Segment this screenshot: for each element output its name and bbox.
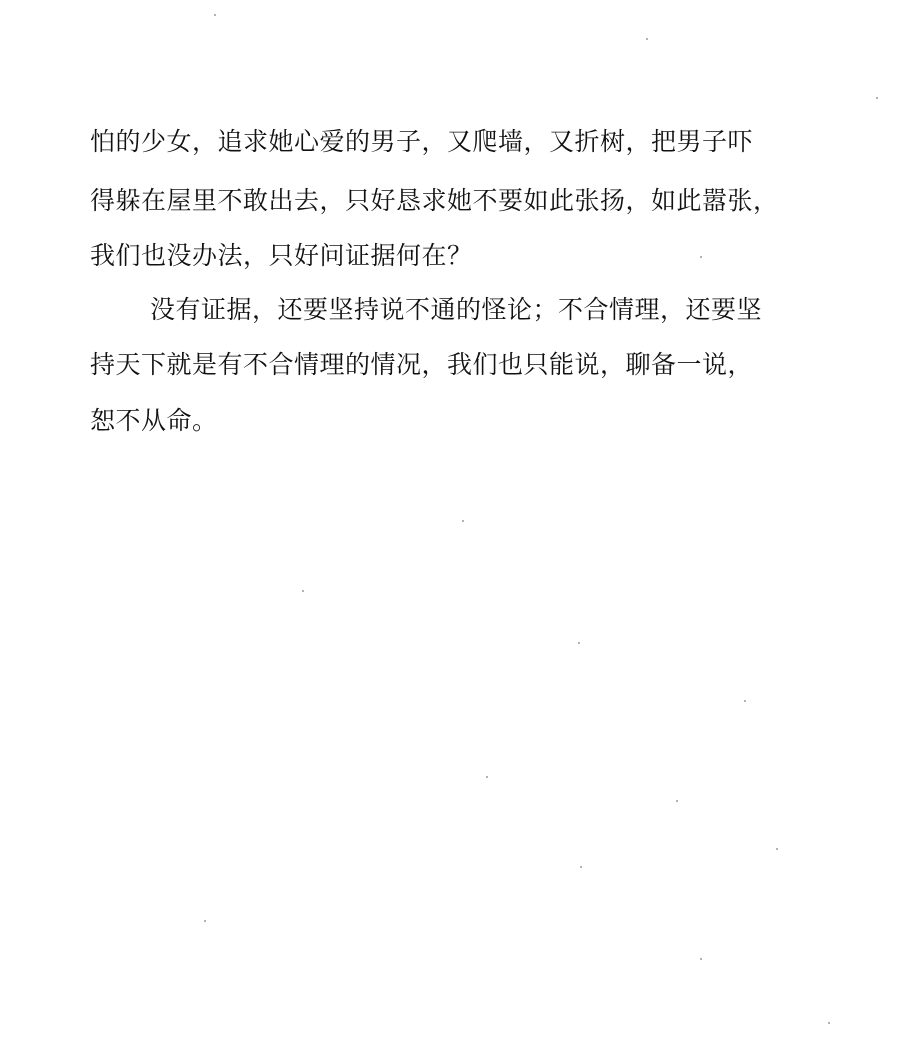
scan-speck [676,800,678,802]
scan-speck [646,38,648,40]
scan-speck [204,920,206,922]
scan-speck [744,700,746,702]
paragraph-2-line-1: 没有证据，还要坚持说不通的怪论；不合情理，还要坚 [150,295,763,324]
paragraph-1-line-2: 得躲在屋里不敢出去，只好恳求她不要如此张扬，如此嚣张， [90,186,779,215]
scan-speck [486,776,488,778]
scan-speck [700,256,702,258]
scan-speck [828,1022,830,1024]
scan-speck [462,520,464,522]
scan-speck [214,14,216,16]
scan-speck [876,97,878,99]
scan-speck [578,642,580,644]
scan-speck [776,848,778,850]
paragraph-2-line-3: 恕不从命。 [90,406,218,435]
scan-speck [700,958,702,960]
scan-speck [580,866,582,868]
paragraph-1-line-3: 我们也没办法，只好问证据何在？ [90,241,473,270]
scan-speck [302,590,304,592]
paragraph-2-line-2: 持天下就是有不合情理的情况，我们也只能说，聊备一说， [90,350,754,379]
paragraph-1-line-1: 怕的少女，追求她心爱的男子，又爬墙，又折树，把男子吓 [90,127,754,156]
